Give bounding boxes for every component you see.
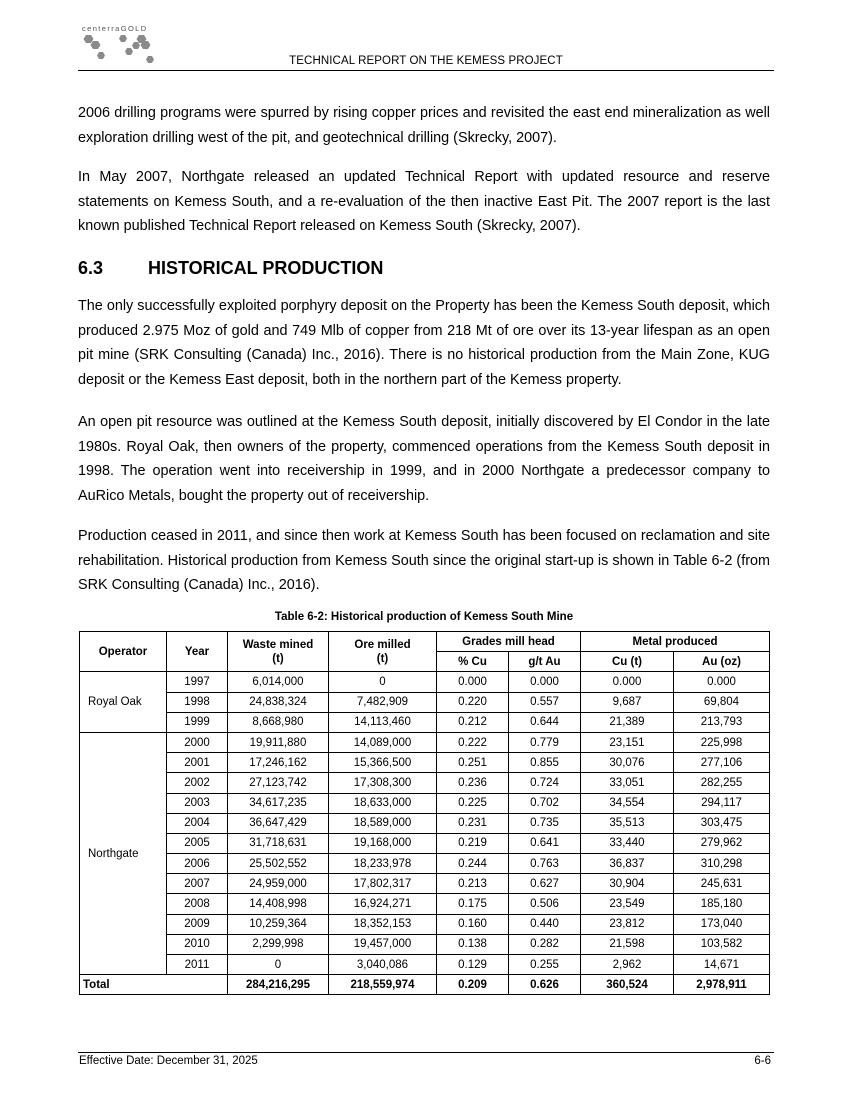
table-cell: 0.641 — [509, 833, 581, 853]
table-cell: 225,998 — [674, 732, 770, 752]
table-cell: 17,308,300 — [329, 773, 437, 793]
table-row — [80, 773, 770, 793]
total-row — [80, 975, 770, 995]
table-cell: 0.236 — [437, 773, 509, 793]
footer-rule — [78, 1052, 774, 1053]
table-cell: 0.282 — [509, 934, 581, 954]
table-cell: 35,513 — [581, 813, 674, 833]
table-cell: 2004 — [167, 813, 228, 833]
table-cell: 24,838,324 — [228, 692, 329, 712]
table-cell: 0.220 — [437, 692, 509, 712]
col-header-waste-mined: Waste mined (t) — [228, 632, 329, 672]
table-cell: 0.138 — [437, 934, 509, 954]
table-cell: 2001 — [167, 753, 228, 773]
footer-page-number: 6-6 — [754, 1055, 771, 1067]
table-cell: 23,151 — [581, 732, 674, 752]
total-cell: 0.626 — [509, 975, 581, 995]
table-cell: 0.213 — [437, 874, 509, 894]
paragraph-drilling-2006: 2006 drilling programs were spurred by rising copper prices and revisited the east end mineralization as well exploration drilling west of the pit, and geotechnical drilling (Skrecky, 2007). — [78, 105, 770, 146]
table-cell: 282,255 — [674, 773, 770, 793]
table-cell: 0.244 — [437, 854, 509, 874]
table-row — [80, 813, 770, 833]
table-row — [80, 955, 770, 975]
table-row — [80, 793, 770, 813]
table-cell: 310,298 — [674, 854, 770, 874]
table-cell: 10,259,364 — [228, 914, 329, 934]
table-cell: 279,962 — [674, 833, 770, 853]
total-cell: 284,216,295 — [228, 975, 329, 995]
table-cell: 303,475 — [674, 813, 770, 833]
table-cell: 0.702 — [509, 793, 581, 813]
section-heading — [78, 258, 383, 279]
table-cell: 18,589,000 — [329, 813, 437, 833]
table-row — [80, 833, 770, 853]
col-header-cu-pct: % Cu — [437, 652, 509, 672]
operator-cell: Northgate — [80, 732, 167, 974]
table-cell: 25,502,552 — [228, 854, 329, 874]
col-header-metal-produced: Metal produced — [581, 632, 770, 652]
table-cell: 18,233,978 — [329, 854, 437, 874]
table-cell: 0.251 — [437, 753, 509, 773]
table-cell: 21,389 — [581, 712, 674, 732]
table-cell: 0.160 — [437, 914, 509, 934]
table-cell: 2,962 — [581, 955, 674, 975]
table-cell: 3,040,086 — [329, 955, 437, 975]
table-cell: 0.000 — [509, 672, 581, 692]
table-cell: 24,959,000 — [228, 874, 329, 894]
table-cell: 0.000 — [437, 672, 509, 692]
table-cell: 0.175 — [437, 894, 509, 914]
table-cell: 2009 — [167, 914, 228, 934]
table-cell: 0.779 — [509, 732, 581, 752]
table-row — [80, 672, 770, 692]
table-cell: 294,117 — [674, 793, 770, 813]
table-cell: 23,549 — [581, 894, 674, 914]
table-cell: 2,299,998 — [228, 934, 329, 954]
paragraph-kemess-south-production: The only successfully exploited porphyry deposit on the Property has been the Kemess South deposit, which produced 2.975 Moz of gold and 749 Mlb of copper from 218 Mt of ore over its 13-year lifespan as an open pit mine (SRK Consulting (Canada) Inc., 2016). There is no historical production from the Main Zone, KUG deposit or the Kemess East deposit, both in the northern part of the Kemess property. — [78, 298, 770, 388]
col-header-ore-milled: Ore milled (t) — [329, 632, 437, 672]
table-cell: 2002 — [167, 773, 228, 793]
table-cell: 15,366,500 — [329, 753, 437, 773]
table-cell: 213,793 — [674, 712, 770, 732]
table-cell: 0 — [329, 672, 437, 692]
table-cell: 23,812 — [581, 914, 674, 934]
table-cell: 21,598 — [581, 934, 674, 954]
table-cell: 18,352,153 — [329, 914, 437, 934]
section-number: 6.3 — [78, 258, 104, 278]
col-header-au-gt: g/t Au — [509, 652, 581, 672]
col-header-grades: Grades mill head — [437, 632, 581, 652]
table-cell: 14,671 — [674, 955, 770, 975]
table-cell: 6,014,000 — [228, 672, 329, 692]
table-row — [80, 732, 770, 752]
total-cell: 218,559,974 — [329, 975, 437, 995]
table-cell: 8,668,980 — [228, 712, 329, 732]
table-cell: 0.231 — [437, 813, 509, 833]
table-cell: 33,051 — [581, 773, 674, 793]
table-cell: 19,457,000 — [329, 934, 437, 954]
report-header-title: TECHNICAL REPORT ON THE KEMESS PROJECT — [289, 55, 563, 67]
table-cell: 0.000 — [674, 672, 770, 692]
table-cell: 19,911,880 — [228, 732, 329, 752]
table-cell: 0.506 — [509, 894, 581, 914]
table-row — [80, 692, 770, 712]
col-header-year: Year — [167, 632, 228, 672]
table-cell: 34,554 — [581, 793, 674, 813]
table-cell: 7,482,909 — [329, 692, 437, 712]
table-row — [80, 712, 770, 732]
table-cell: 2011 — [167, 955, 228, 975]
table-cell: 18,633,000 — [329, 793, 437, 813]
paragraph-production-ceased: Production ceased in 2011, and since then work at Kemess South has been focused on reclamation and site rehabilitation. Historical production from Kemess South since the original start-up is shown in Table 6-2 (from SRK Consulting (Canada) Inc., 2016). — [78, 528, 770, 593]
historical-production-table — [79, 631, 770, 995]
table-cell: 31,718,631 — [228, 833, 329, 853]
logo-text: centerraGOLD — [82, 24, 148, 33]
table-cell: 0.255 — [509, 955, 581, 975]
table-cell: 0 — [228, 955, 329, 975]
table-cell: 33,440 — [581, 833, 674, 853]
table-cell: 0.212 — [437, 712, 509, 732]
footer-effective-date: Effective Date: December 31, 2025 — [79, 1055, 258, 1067]
table-cell: 0.735 — [509, 813, 581, 833]
table-cell: 17,802,317 — [329, 874, 437, 894]
total-cell: 360,524 — [581, 975, 674, 995]
total-label: Total — [80, 975, 228, 995]
header-rule — [78, 70, 774, 71]
table-cell: 0.644 — [509, 712, 581, 732]
table-caption: Table 6-2: Historical production of Kemess South Mine — [274, 611, 574, 623]
table-cell: 0.627 — [509, 874, 581, 894]
table-cell: 2000 — [167, 732, 228, 752]
table-cell: 2007 — [167, 874, 228, 894]
table-cell: 0.000 — [581, 672, 674, 692]
table-cell: 36,647,429 — [228, 813, 329, 833]
table-row — [80, 914, 770, 934]
table-cell: 2008 — [167, 894, 228, 914]
table-cell: 16,924,271 — [329, 894, 437, 914]
table-cell: 0.219 — [437, 833, 509, 853]
table-cell: 27,123,742 — [228, 773, 329, 793]
table-row — [80, 854, 770, 874]
table-cell: 277,106 — [674, 753, 770, 773]
table-cell: 19,168,000 — [329, 833, 437, 853]
table-cell: 2005 — [167, 833, 228, 853]
table-cell: 30,076 — [581, 753, 674, 773]
table-cell: 30,904 — [581, 874, 674, 894]
total-cell: 0.209 — [437, 975, 509, 995]
table-cell: 0.557 — [509, 692, 581, 712]
table-cell: 2010 — [167, 934, 228, 954]
paragraph-open-pit-history: An open pit resource was outlined at the Kemess South deposit, initially discovered by El Condor in the late 1980s. Royal Oak, then owners of the property, commenced operations from the Kemess South deposit in 1998. The operation went into receivership in 1999, and in 2000 Northgate a predecessor company to AuRico Metals, bought the property out of receivership. — [78, 414, 770, 504]
table-cell: 34,617,235 — [228, 793, 329, 813]
table-cell: 1999 — [167, 712, 228, 732]
table-cell: 0.222 — [437, 732, 509, 752]
col-header-cu-t: Cu (t) — [581, 652, 674, 672]
col-header-operator: Operator — [80, 632, 167, 672]
table-cell: 185,180 — [674, 894, 770, 914]
table-cell: 0.129 — [437, 955, 509, 975]
table-cell: 0.763 — [509, 854, 581, 874]
table-cell: 1998 — [167, 692, 228, 712]
table-cell: 0.225 — [437, 793, 509, 813]
table-cell: 1997 — [167, 672, 228, 692]
col-header-au-oz: Au (oz) — [674, 652, 770, 672]
table-cell: 17,246,162 — [228, 753, 329, 773]
table-cell: 0.855 — [509, 753, 581, 773]
table-cell: 36,837 — [581, 854, 674, 874]
table-cell: 14,113,460 — [329, 712, 437, 732]
table-cell: 2006 — [167, 854, 228, 874]
table-cell: 14,089,000 — [329, 732, 437, 752]
section-title: HISTORICAL PRODUCTION — [148, 258, 384, 278]
total-cell: 2,978,911 — [674, 975, 770, 995]
paragraph-northgate-2007: In May 2007, Northgate released an updated Technical Report with updated resource and reserve statements on Kemess South, and a re-evaluation of the then inactive East Pit. The 2007 report is the last known published Technical Report released on Kemess South (Skrecky, 2007). — [78, 169, 770, 234]
table-cell: 0.440 — [509, 914, 581, 934]
table-cell: 0.724 — [509, 773, 581, 793]
operator-cell: Royal Oak — [80, 672, 167, 733]
table-cell: 9,687 — [581, 692, 674, 712]
table-cell: 245,631 — [674, 874, 770, 894]
table-row — [80, 934, 770, 954]
table-row — [80, 894, 770, 914]
table-row — [80, 753, 770, 773]
table-cell: 103,582 — [674, 934, 770, 954]
table-cell: 14,408,998 — [228, 894, 329, 914]
table-cell: 69,804 — [674, 692, 770, 712]
table-cell: 173,040 — [674, 914, 770, 934]
table-row — [80, 874, 770, 894]
table-cell: 2003 — [167, 793, 228, 813]
